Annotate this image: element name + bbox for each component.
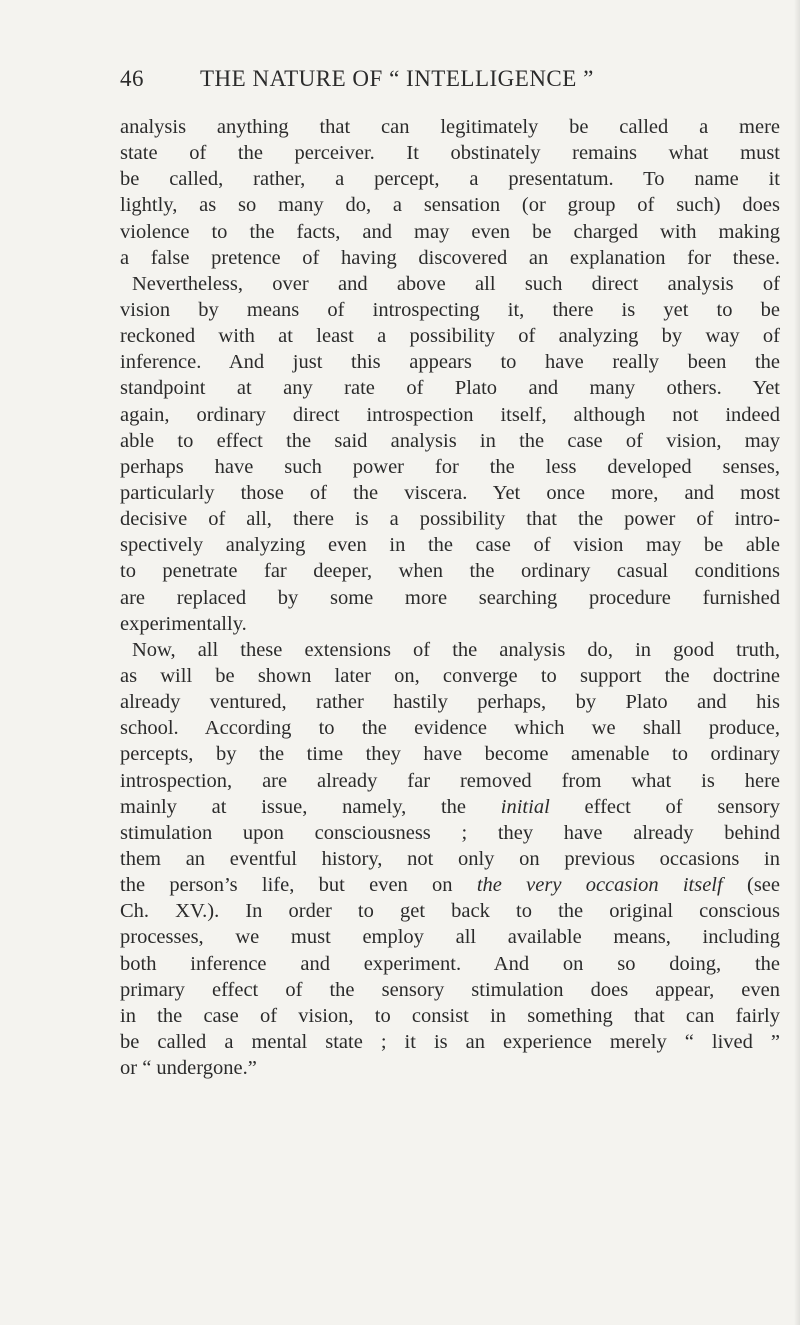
text-line: state of the perceiver. It obstinately remains what must — [120, 142, 780, 165]
text-line: spectively analyzing even in the case of vision may be able — [120, 534, 780, 557]
text-line: as will be shown later on, converge to support the doctrine — [120, 664, 780, 687]
text-line: again, ordinary direct introspection itself, although not indeed — [120, 403, 780, 426]
text-run: mainly at issue, namely, the — [120, 795, 467, 818]
text-line: both inference and experiment. And on so doing, the — [120, 952, 780, 975]
text-line: to penetrate far deeper, when the ordinary casual conditions — [120, 560, 780, 583]
text-line: processes, we must employ all available means, including — [120, 926, 780, 949]
text-line: decisive of all, there is a possibility that the power of intro- — [120, 508, 780, 531]
text-line: percepts, by the time they have become amenable to ordinary — [120, 743, 780, 766]
text-line: particularly those of the viscera. Yet once more, and most — [120, 481, 780, 504]
text-line: analysis anything that can legitimately be called a mere — [120, 116, 780, 138]
page-number: 46 — [120, 66, 144, 91]
text-line: introspection, are already far removed from what is here — [120, 769, 780, 792]
running-title: THE NATURE OF “ INTELLIGENCE ” — [200, 66, 594, 91]
text-line: stimulation upon consciousness ; they have already behind — [120, 821, 780, 844]
body-text — [120, 114, 780, 1081]
text-line: standpoint at any rate of Plato and many others. Yet — [120, 377, 780, 400]
italic-text: the very occasion itself — [476, 874, 723, 897]
page-edge-shadow — [794, 0, 800, 1325]
text-line: violence to the facts, and may even be charged with making — [120, 220, 780, 243]
text-line: school. According to the evidence which we shall produce, — [120, 717, 780, 740]
text-line — [120, 872, 780, 898]
text-line: them an eventful history, not only on previous occasions in — [120, 847, 780, 870]
text-line: a false pretence of having discovered an explanation for these. — [120, 246, 780, 269]
text-line: or “ undergone.” — [120, 1057, 257, 1080]
text-line: inference. And just this appears to have really been the — [120, 351, 780, 374]
text-line: Now, all these extensions of the analysis do, in good truth, — [132, 638, 780, 661]
italic-text: initial — [500, 795, 550, 818]
text-line: are replaced by some more searching procedure furnished — [120, 586, 780, 609]
text-line: be called, rather, a percept, a presentatum. To name it — [120, 168, 780, 191]
text-line: lightly, as so many do, a sensation (or group of such) does — [120, 194, 780, 217]
running-head — [120, 66, 780, 98]
text-run: (see — [747, 874, 781, 897]
text-line: Nevertheless, over and above all such direct analysis of — [132, 272, 780, 295]
text-line: perhaps have such power for the less developed senses, — [120, 455, 780, 478]
text-run: effect of sensory — [584, 795, 780, 818]
text-line: experimentally. — [120, 612, 247, 635]
text-line: reckoned with at least a possibility of analyzing by way of — [120, 325, 780, 348]
text-line — [120, 794, 780, 820]
text-line: be called a mental state ; it is an experience merely “ lived ” — [120, 1030, 780, 1053]
text-line: able to effect the said analysis in the case of vision, may — [120, 429, 780, 452]
text-line: primary effect of the sensory stimulation does appear, even — [120, 978, 780, 1001]
text-line: already ventured, rather hastily perhaps, by Plato and his — [120, 691, 780, 714]
text-line: in the case of vision, to consist in something that can fairly — [120, 1004, 780, 1027]
text-run: the person’s life, but even on — [120, 874, 453, 897]
text-line: Ch. XV.). In order to get back to the original conscious — [120, 900, 780, 923]
text-line: vision by means of introspecting it, there is yet to be — [120, 298, 780, 321]
